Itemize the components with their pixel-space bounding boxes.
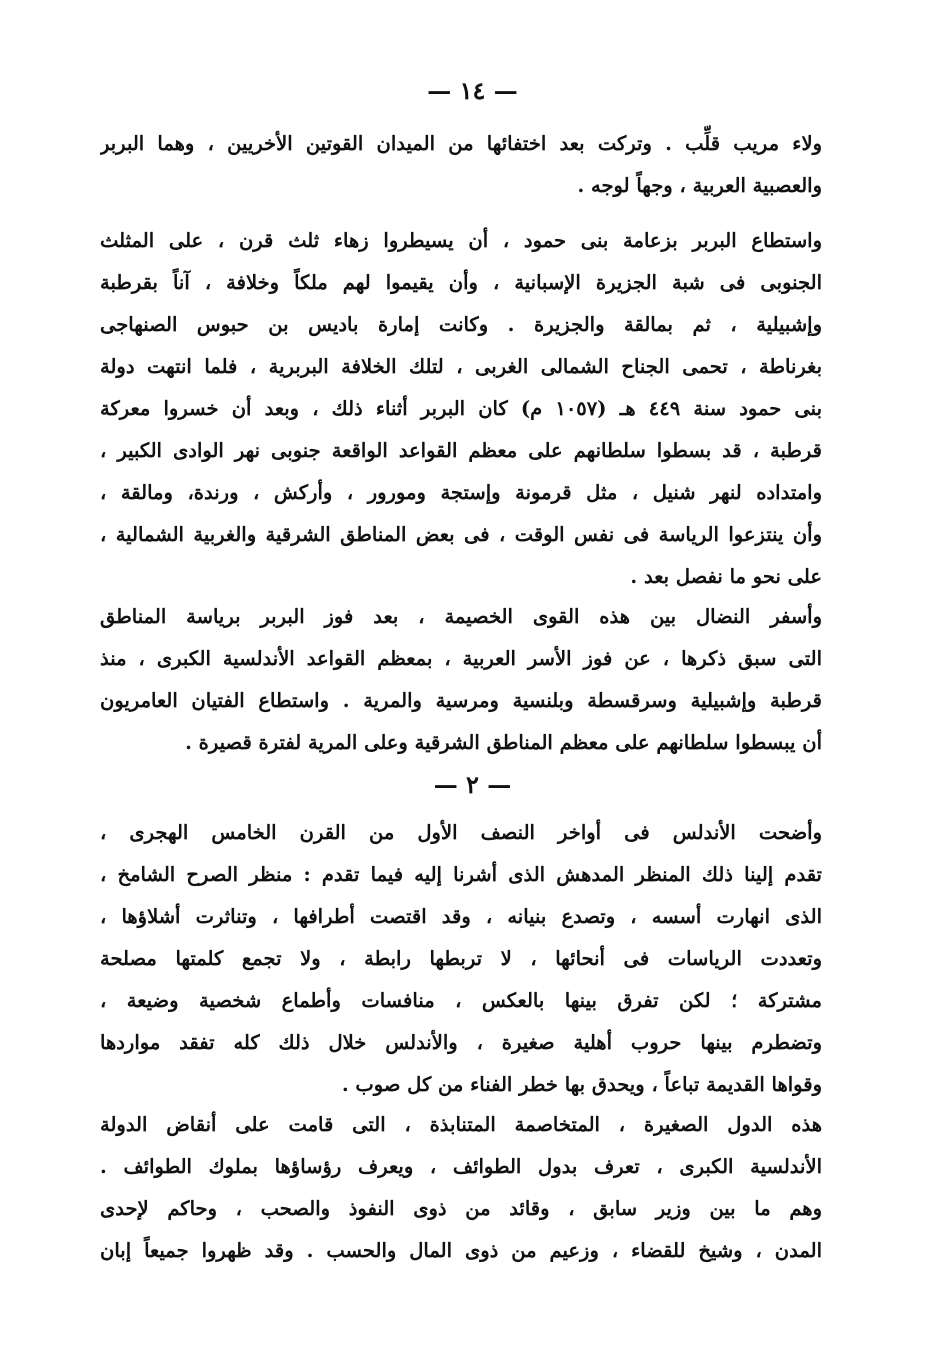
text-line: وأسفر النضال بين هذه القوى الخصيمة ، بعد فوز البربر برياسة المناطق: [100, 605, 822, 628]
text-line: الجنوبى فى شبة الجزيرة الإسبانية ، وأن يقيموا لهم ملكاً وخلافة ، آناً بقرطبة: [100, 271, 822, 294]
text-line: وإشبيلية ، ثم بمالقة والجزيرة . وكانت إمارة باديس بن حبوس الصنهاجى: [100, 313, 822, 336]
section-number: — ٢ —: [433, 770, 512, 799]
text-line: على نحو ما نفصل بعد .: [630, 565, 822, 588]
text-line: واستطاع البربر بزعامة بنى حمود ، أن يسيطروا زهاء ثلث قرن ، على المثلث: [100, 229, 822, 252]
paragraph-3: [100, 596, 822, 764]
paragraph-2: [100, 220, 822, 598]
text-line: الذى انهارت أسسه ، وتصدع بنيانه ، وقد اقتصت أطرافها ، وتناثرت أشلاؤها ،: [100, 905, 822, 928]
paragraph-5: [100, 1104, 822, 1272]
text-line: قرطبة ، قد بسطوا سلطانهم على معظم القواعد الواقعة جنوبى نهر الوادى الكبير ،: [100, 439, 822, 462]
text-line: وقواها القديمة تباعاً ، ويحدق بها خطر الفناء من كل صوب .: [341, 1073, 822, 1096]
text-line: أن يبسطوا سلطانهم على معظم المناطق الشرقية وعلى المرية لفترة قصيرة .: [185, 731, 822, 754]
text-line: وتعددت الرياسات فى أنحائها ، لا تربطها رابطة ، ولا تجمع كلمتها مصلحة: [100, 947, 822, 970]
text-line: بغرناطة ، تحمى الجناح الشمالى الغربى ، لتلك الخلافة البربرية ، فلما انتهت دولة: [100, 355, 822, 378]
text-line: التى سبق ذكرها ، عن فوز الأسر العربية ، بمعظم القواعد الأندلسية الكبرى ، منذ: [100, 647, 822, 670]
paragraph-4: [100, 812, 822, 1106]
text-line: هذه الدول الصغيرة ، المتخاصمة المتنابذة ، التى قامت على أنقاض الدولة: [100, 1113, 822, 1136]
page-number: — ١٤ —: [427, 76, 518, 105]
text-line: المدن ، وشيخ للقضاء ، وزعيم من ذوى المال والحسب . وقد ظهروا جميعاً إبان: [100, 1239, 822, 1262]
text-line: بنى حمود سنة ٤٤٩ هـ (١٠٥٧ م) كان البربر أثناء ذلك ، وبعد أن خسروا معركة: [100, 397, 822, 420]
paragraph-1: [100, 123, 822, 207]
text-line: مشتركة ؛ لكن تفرق بينها بالعكس ، منافسات وأطماع شخصية وضيعة ،: [100, 989, 822, 1012]
text-line: ولاء مريب قلِّب . وتركت بعد اختفائها من الميدان القوتين الأخريين ، وهما البربر: [100, 132, 822, 155]
text-line: وامتداده لنهر شنيل ، مثل قرمونة وإستجة ومورور ، وأركش ، ورندة، ومالقة ،: [100, 481, 822, 504]
text-line: وأن ينتزعوا الرياسة فى نفس الوقت ، فى بعض المناطق الشرقية والغربية الشمالية ،: [100, 523, 822, 546]
text-line: وهم ما بين وزير سابق ، وقائد من ذوى النفوذ والصحب ، وحاكم لإحدى: [100, 1197, 822, 1220]
text-line: تقدم إلينا ذلك المنظر المدهش الذى أشرنا إليه فيما تقدم : منظر الصرح الشامخ ،: [100, 863, 822, 886]
text-line: وتضطرم بينها حروب أهلية صغيرة ، والأندلس خلال ذلك كله تفقد مواردها: [100, 1031, 822, 1054]
text-line: قرطبة وإشبيلية وسرقسطة وبلنسية ومرسية والمرية . واستطاع الفتيان العامريون: [100, 689, 822, 712]
text-line: الأندلسية الكبرى ، تعرف بدول الطوائف ، ويعرف رؤساؤها بملوك الطوائف .: [100, 1155, 822, 1178]
text-line: والعصبية العربية ، وجهاً لوجه .: [577, 174, 822, 197]
text-line: وأضحت الأندلس فى أواخر النصف الأول من القرن الخامس الهجرى ،: [100, 821, 822, 844]
